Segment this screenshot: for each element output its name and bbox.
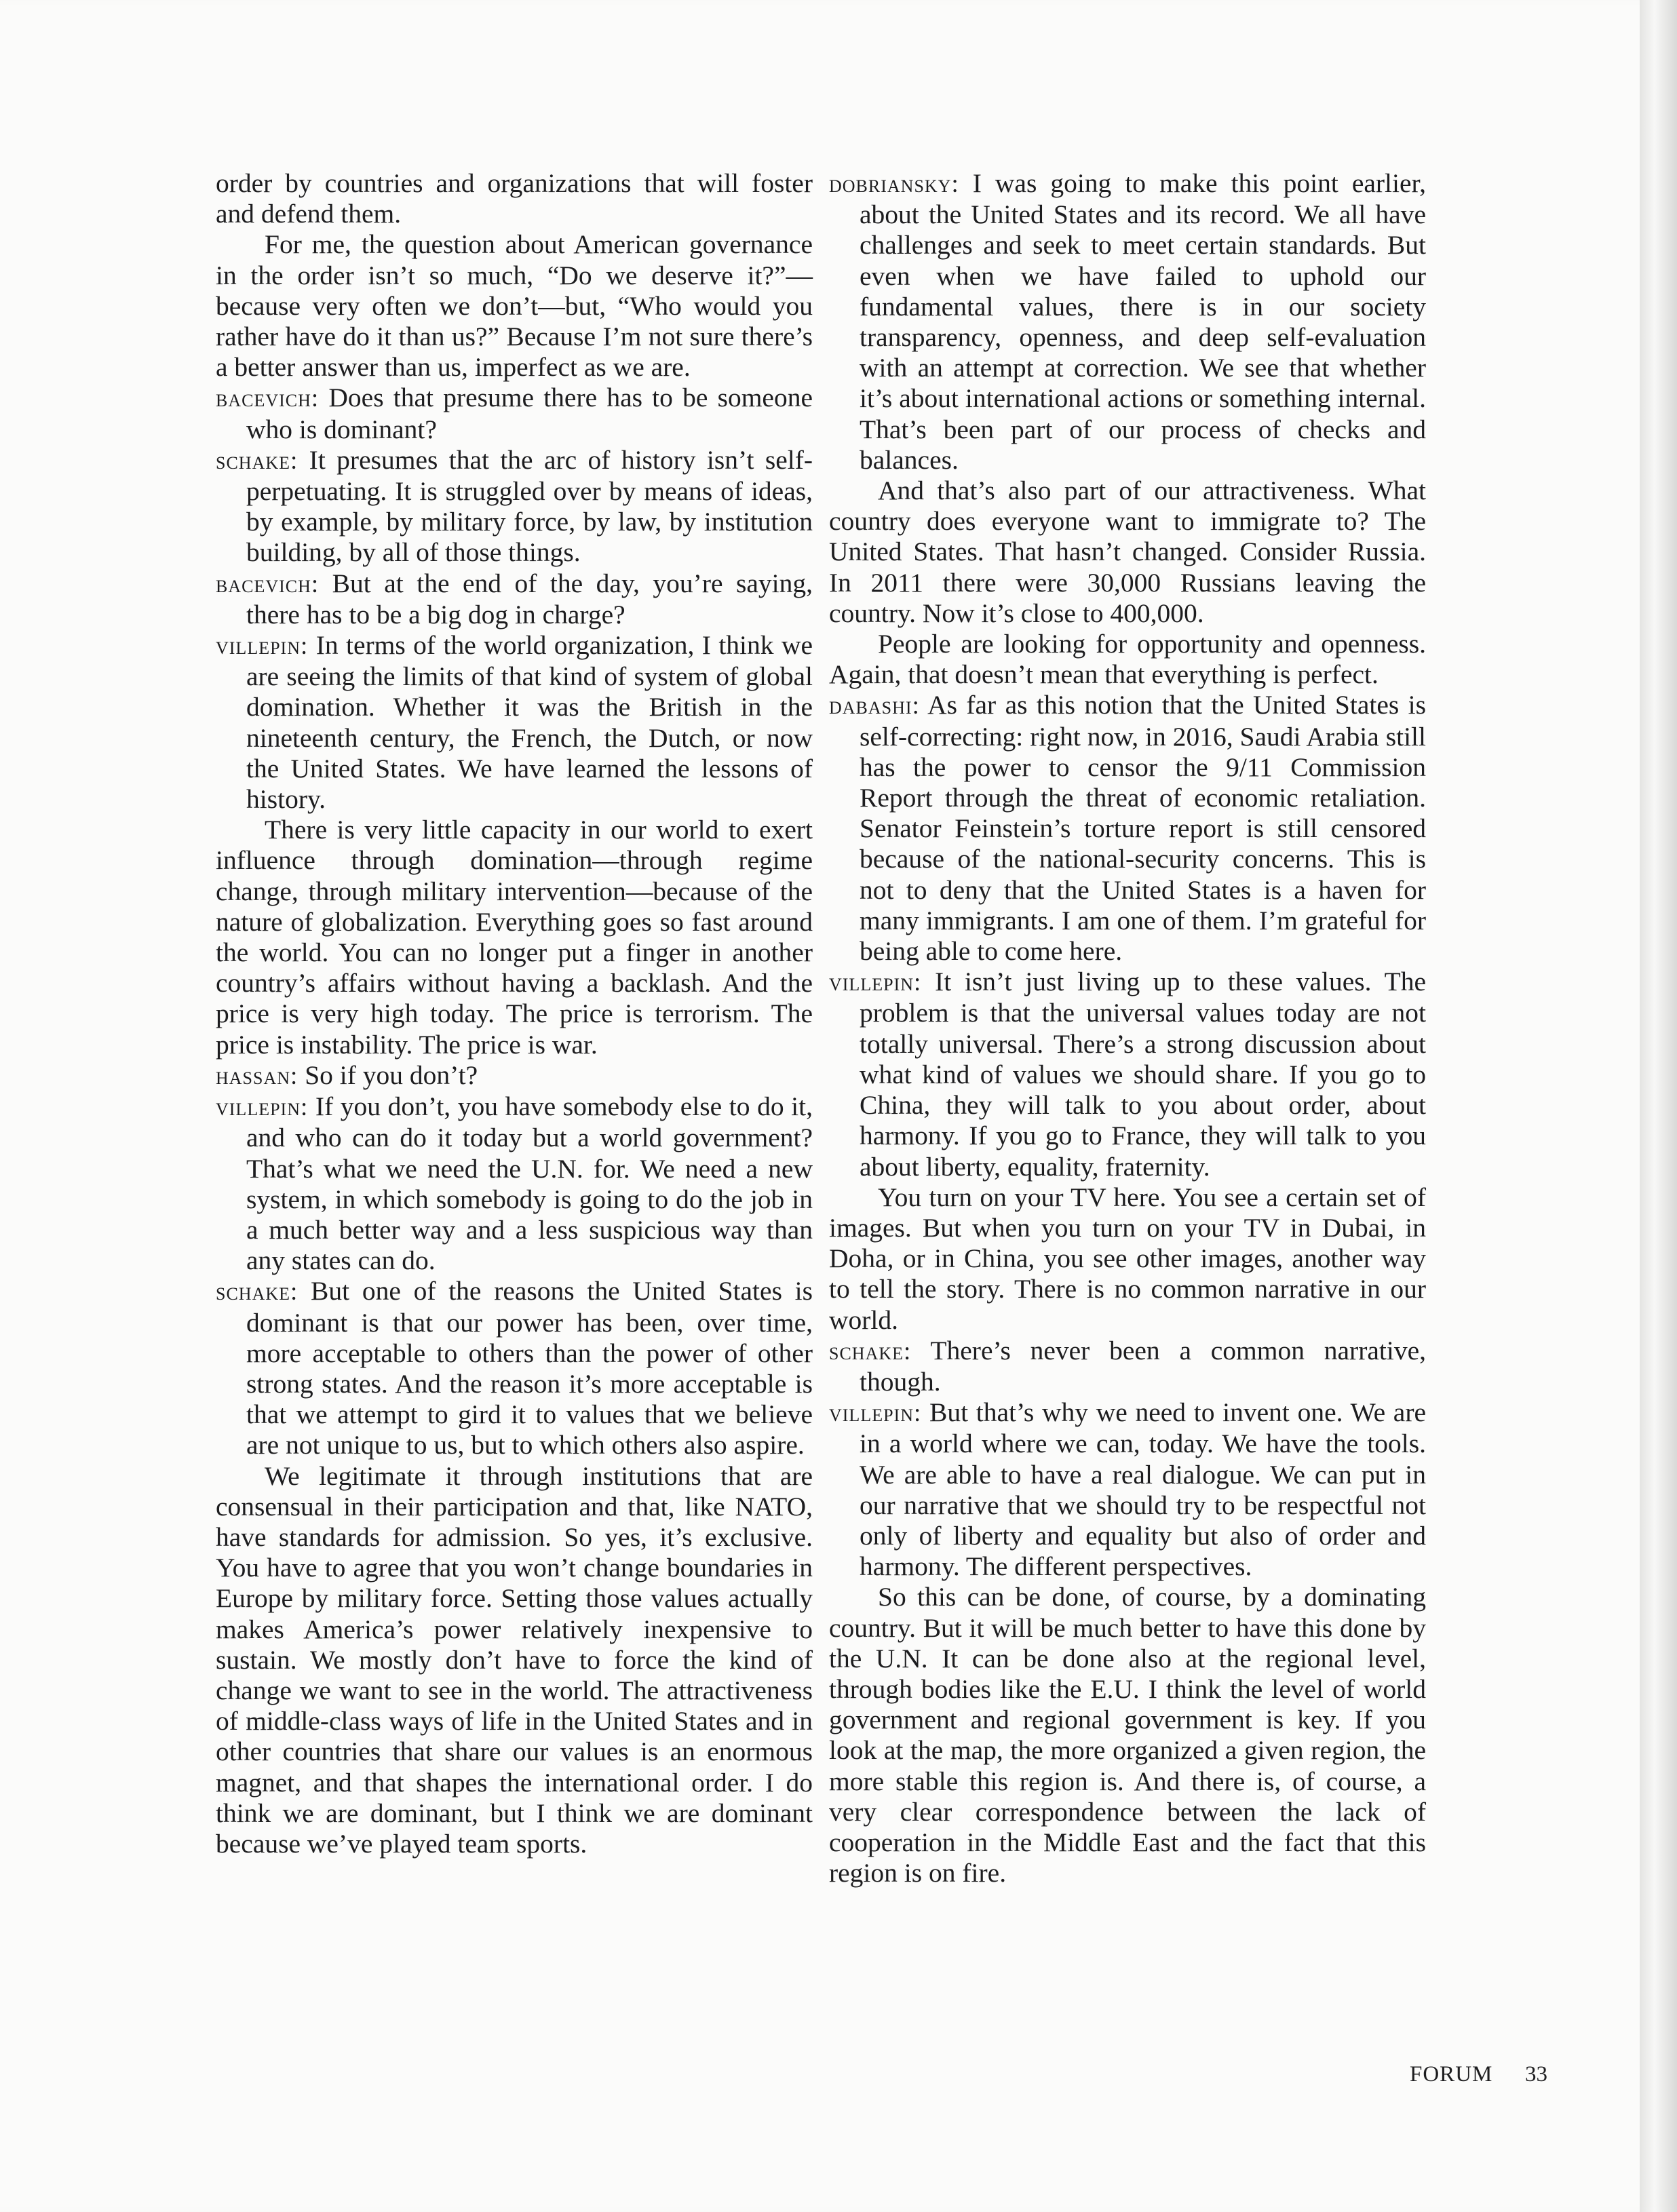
speaker-name: villepin : <box>829 969 921 996</box>
dialogue-text: It presumes that the arc of history isn’t self-perpetuating. It is struggled over by means of ideas, by example, by military force, by law, by institution building, by all of those things. <box>246 444 813 568</box>
speaker-name: bacevich : <box>216 570 319 598</box>
speaker-name: villepin : <box>216 632 308 660</box>
dialogue-paragraph <box>216 630 813 815</box>
page-number: 33 <box>1525 2062 1547 2087</box>
dialogue-paragraph <box>829 168 1426 476</box>
dialogue-paragraph <box>216 1276 813 1460</box>
dialogue-paragraph <box>216 1091 813 1276</box>
paragraph: You turn on your TV here. You see a certain set of images. But when you turn on your TV in Dubai, in Doha, or in China, you see other images, another way to tell the story. There is no common narrative in our world. <box>829 1182 1426 1335</box>
dialogue-text: If you don’t, you have somebody else to do it, and who can do it today but a world government? That’s what we need the U.N. for. We need a new system, in which somebody is going to do the job in a much better way and a less suspicious way than any states can do. <box>246 1091 813 1276</box>
dialogue-paragraph <box>216 383 813 444</box>
speaker-name: dabashi : <box>829 692 920 720</box>
dialogue-paragraph <box>829 1336 1426 1397</box>
dialogue-text: Does that presume there has to be someone who is dominant? <box>246 383 813 444</box>
paragraph: So this can be done, of course, by a dominating country. But it will be much better to have this done by the U.N. It can be done also at the regional level, through bodies like the E.U. I think the level of world government and regional government is key. If you look at the map, the more organized a given region, the more stable this region is. And there is, of course, a very clear correspondence between the lack of cooperation in the Middle East and the fact that this region is on fire. <box>829 1582 1426 1888</box>
speaker-name: dobriansky : <box>829 170 959 198</box>
dialogue-paragraph <box>829 690 1426 967</box>
paragraph: order by countries and organizations that will foster and defend them. <box>216 168 813 229</box>
paragraph: For me, the question about American governance in the order isn’t so much, “Do we deserve it?”—because very often we don’t—but, “Who would you rather have do it than us?” Because I’m not sure there’s a better answer than us, imperfect as we are. <box>216 229 813 383</box>
speaker-name: schake : <box>829 1338 911 1365</box>
speaker-name: villepin : <box>216 1093 308 1121</box>
dialogue-paragraph <box>829 967 1426 1182</box>
dialogue-paragraph <box>216 445 813 568</box>
right-column <box>829 168 1426 1888</box>
dialogue-text: As far as this notion that the United States is self-correcting: right now, in 2016, Saudi Arabia still has the power to censor the 9/11 Commission Report through the threat of economic retaliation. Senator Feinstein’s torture report is still censored because of the national-security concerns. This is not to deny that the United States is a haven for many immigrants. I am one of them. I’m grateful for being able to come here. <box>860 690 1426 967</box>
dialogue-paragraph <box>216 568 813 630</box>
speaker-name: schake : <box>216 1278 298 1306</box>
dialogue-text: In terms of the world organization, I think we are seeing the limits of that kind of system of global domination. Whether it was the British in the nineteenth century, the French, the Dutch, or now the United States. We have learned the lessons of history. <box>246 630 813 815</box>
speaker-name: schake : <box>216 447 298 475</box>
speaker-name: villepin : <box>829 1399 921 1427</box>
paragraph: We legitimate it through institutions that are consensual in their participation and that, like NATO, have standards for admission. So yes, it’s exclusive. You have to agree that you won’t change boundaries in Europe by military force. Setting those values actually makes America’s power relatively inexpensive to sustain. We mostly don’t have to force the kind of change we want to see in the world. The attractiveness of middle-class ways of life in the United States and in other countries that share our values is an enormous magnet, and that shapes the international order. I do think we are dominant, but I think we are dominant because we’ve played team sports. <box>216 1460 813 1859</box>
dialogue-text: But one of the reasons the United States is dominant is that our power has been, over time, more acceptable to others than the power of other strong states. And the reason it’s more acceptable is that we attempt to gird it to values that we believe are not unique to us, but to which others also aspire. <box>246 1276 813 1460</box>
dialogue-text: But at the end of the day, you’re saying, there has to be a big dog in charge? <box>246 568 813 629</box>
left-column <box>216 168 813 1859</box>
dialogue-text: It isn’t just living up to these values. The problem is that the universal values today are not totally universal. There’s a strong discussion about what kind of values we should share. If you go to China, they will talk to you about order, about harmony. If you go to France, they will talk to you about liberty, equality, fraternity. <box>860 967 1427 1182</box>
dialogue-text: I was going to make this point earlier, about the United States and its record. We all have challenges and seek to meet certain standards. But even when we have failed to uphold our fundamental values, there is in our society transparency, openness, and deep self-evaluation with an attempt at correction. We see that whether it’s about international actions or something internal. That’s been part of our process of checks and balances. <box>860 168 1426 475</box>
section-name: FORUM <box>1410 2062 1493 2087</box>
dialogue-paragraph <box>216 1060 813 1091</box>
paragraph: There is very little capacity in our world to exert influence through domination—through regime change, through military intervention—because of the nature of globalization. Everything goes so fast around the world. You can no longer put a finger in another country’s affairs without having a backlash. And the price is very high today. The price is terrorism. The price is instability. The price is war. <box>216 815 813 1060</box>
dialogue-text: But that’s why we need to invent one. We are in a world where we can, today. We have the tools. We are able to have a real dialogue. We can put in our narrative that we should try to be respectful not only of liberty and equality but also of order and harmony. The different perspectives. <box>860 1397 1427 1582</box>
paragraph: People are looking for opportunity and openness. Again, that doesn’t mean that everything is perfect. <box>829 629 1426 690</box>
dialogue-text: There’s never been a common narrative, though. <box>860 1335 1426 1397</box>
dialogue-paragraph <box>829 1397 1426 1582</box>
page-spine-shadow <box>1640 0 1677 2212</box>
paragraph: And that’s also part of our attractiveness. What country does everyone want to immigrate to? The United States. That hasn’t changed. Consider Russia. In 2011 there were 30,000 Russians leaving the country. Now it’s close to 400,000. <box>829 476 1426 628</box>
dialogue-text: So if you don’t? <box>305 1060 478 1090</box>
speaker-name: bacevich : <box>216 385 319 412</box>
speaker-name: hassan : <box>216 1062 298 1090</box>
